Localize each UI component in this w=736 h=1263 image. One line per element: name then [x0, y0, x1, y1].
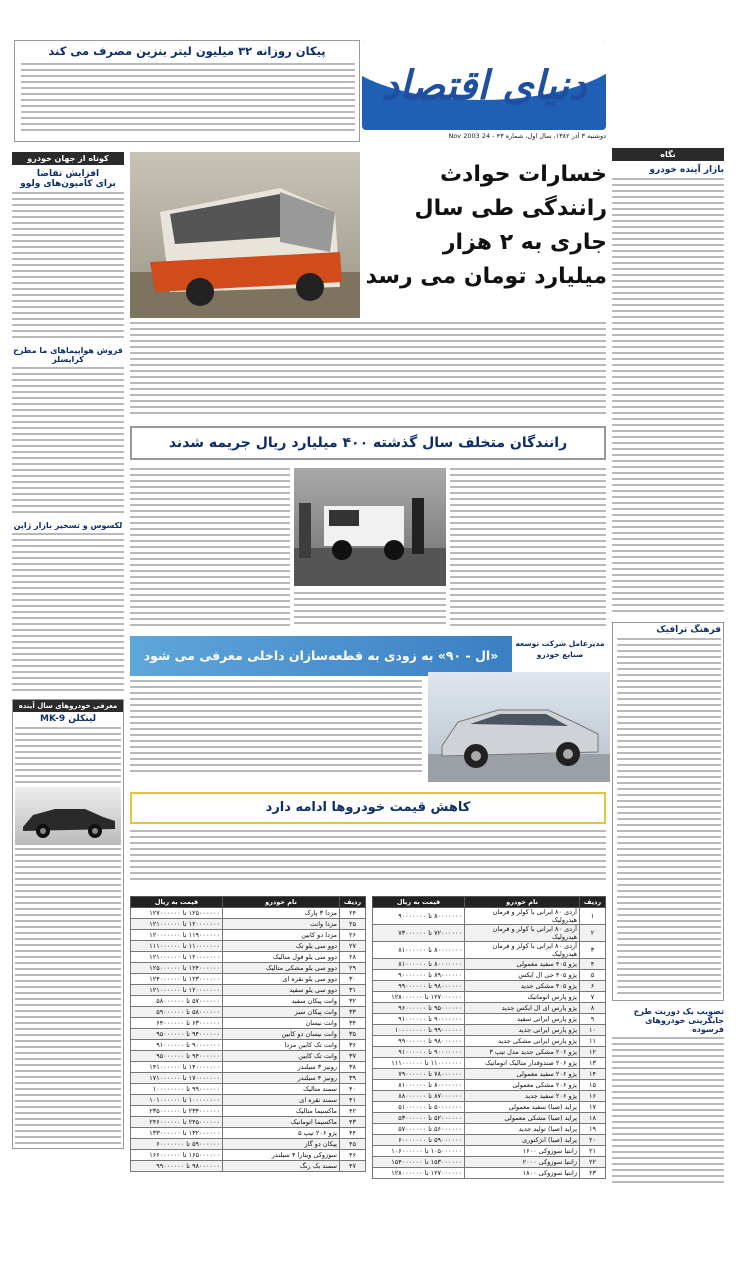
car-name: زانتیا سوزوکی ۱۸۰۰ — [465, 1168, 580, 1179]
car-name: مزدا ۳ پارک — [223, 908, 340, 919]
fines-headline: رانندگان متخلف سال گذشته ۴۰۰ میلیارد ریال جریمه شدند — [168, 435, 568, 451]
table-row — [131, 1117, 366, 1128]
col-price: قیمت به ریال — [373, 897, 465, 908]
car-price: ۵۲۰۰۰۰۰۰ تا ۵۳۰۰۰۰۰۰ — [373, 1113, 465, 1124]
car-price: ۸۹۰۰۰۰۰۰ تا ۹۰۰۰۰۰۰۰ — [373, 970, 465, 981]
main-headline: خسارات حوادث رانندگی طی سال جاری به ۲ هزار میلیارد تومان می رسد — [365, 162, 607, 289]
car-price: ۶۳۰۰۰۰۰۰ تا ۶۴۰۰۰۰۰۰ — [131, 1018, 223, 1029]
price-table-left — [130, 896, 366, 1236]
car-name: دوو سی یلو فول متالیک — [223, 952, 340, 963]
car-name: پژو پارس ایرانی سفید — [465, 1014, 580, 1025]
dateline: دوشنبه ۳ آذر ۱۳۸۲، سال اول، شماره ۴۳ - 24 Nov 2003 — [448, 132, 606, 140]
table-row — [373, 1080, 606, 1091]
row-number: ۳۹ — [340, 1073, 366, 1084]
car-name: پژو پارس ای ال ایکس جدید — [465, 1003, 580, 1014]
car-name: سوزوکی ویتارا ۴ سیلندر — [223, 1150, 340, 1161]
table-row — [373, 970, 606, 981]
top-story — [14, 40, 360, 142]
car-name: وانت نیسان — [223, 1018, 340, 1029]
car-price: ۹۵۰۰۰۰۰۰ تا ۹۶۰۰۰۰۰۰ — [373, 1003, 465, 1014]
car-price: ۱۰۰۰۰۰۰۰۰ تا ۱۰۱۰۰۰۰۰۰ — [131, 1095, 223, 1106]
car-price: ۷۸۰۰۰۰۰۰ تا ۷۹۰۰۰۰۰۰ — [373, 1069, 465, 1080]
table-row — [373, 1113, 606, 1124]
row-number: ۹ — [580, 1014, 606, 1025]
car-price: ۸۰۰۰۰۰۰۰ تا ۸۱۰۰۰۰۰۰ — [373, 1080, 465, 1091]
row-number: ۷ — [580, 992, 606, 1003]
car-price: ۵۹۰۰۰۰۰۰ تا ۶۰۰۰۰۰۰۰ — [131, 1139, 223, 1150]
price-table-right — [372, 896, 606, 1236]
car-price: ۱۵۳۰۰۰۰۰۰ تا ۱۵۴۰۰۰۰۰۰ — [373, 1157, 465, 1168]
table-row — [373, 1091, 606, 1102]
car-name: وانت تک کابین — [223, 1051, 340, 1062]
table-row — [131, 1018, 366, 1029]
car-name: سمند متالیک — [223, 1084, 340, 1095]
row-number: ۱۵ — [580, 1080, 606, 1091]
row-number: ۱۸ — [580, 1113, 606, 1124]
col-price: قیمت به ریال — [131, 897, 223, 908]
table-row — [131, 1095, 366, 1106]
left-column — [12, 152, 124, 1232]
row-number: ۳۳ — [340, 1007, 366, 1018]
table-row — [373, 1025, 606, 1036]
car-price: ۸۰۰۰۰۰۰۰ تا ۸۱۰۰۰۰۰۰ — [373, 942, 465, 959]
car-name: سمند نقره ای — [223, 1095, 340, 1106]
car-name: آردی ۸۰ ایرانی با کولر و فرمان هیدرولیک — [465, 925, 580, 942]
car-name: پژو پارس اتوماتیک — [465, 992, 580, 1003]
left-item2-title: فروش هواپیماهای ما مطرح کرایسلر — [13, 346, 123, 364]
car-name: پژو ۴۰۵ سفید معمولی — [465, 959, 580, 970]
table-row — [131, 1040, 366, 1051]
table-row — [373, 981, 606, 992]
table-row — [373, 1058, 606, 1069]
car-name: پژو ۲۰۶ تیپ ۵ — [223, 1128, 340, 1139]
row-number: ۱۲ — [580, 1047, 606, 1058]
row-number: ۳۴ — [340, 1018, 366, 1029]
car-price: ۵۶۰۰۰۰۰۰ تا ۵۷۰۰۰۰۰۰ — [373, 1124, 465, 1135]
row-number: ۳۷ — [340, 1051, 366, 1062]
car-name: مزدا دو کابین — [223, 930, 340, 941]
car-name: پژو ۲۰۶ مشکی معمولی — [465, 1080, 580, 1091]
table-row — [373, 1124, 606, 1135]
right-item1-title: بازار آینده خودرو — [649, 165, 724, 175]
left-box2 — [12, 699, 124, 1149]
row-number: ۲۶ — [340, 930, 366, 941]
row-number: ۴۰ — [340, 1084, 366, 1095]
l90-banner — [130, 636, 512, 676]
car-price: ۱۴۰۰۰۰۰۰۰ تا ۱۴۱۰۰۰۰۰۰ — [131, 1062, 223, 1073]
car-name: مزدا وانت — [223, 919, 340, 930]
car-name: پراید (صبا) انژکتوری — [465, 1135, 580, 1146]
left-box2-title: MK-9 لینکلن — [39, 714, 96, 724]
row-number: ۳۰ — [340, 974, 366, 985]
table-row — [373, 1003, 606, 1014]
row-number: ۲۲ — [580, 1157, 606, 1168]
table-row — [373, 1036, 606, 1047]
fines-body-right — [450, 468, 606, 630]
row-number: ۱۱ — [580, 1036, 606, 1047]
car-price: ۱۲۳۰۰۰۰۰۰ تا ۱۲۴۰۰۰۰۰۰ — [131, 974, 223, 985]
car-price: ۸۰۰۰۰۰۰۰ تا ۸۱۰۰۰۰۰۰ — [373, 959, 465, 970]
row-number: ۱۰ — [580, 1025, 606, 1036]
car-name: رونیز ۳ سیلندر — [223, 1062, 340, 1073]
car-name: وانت پیکان سفید — [223, 996, 340, 1007]
row-number: ۲۸ — [340, 952, 366, 963]
car-name: ماکسیما اتوماتیک — [223, 1117, 340, 1128]
row-number: ۲۳ — [580, 1168, 606, 1179]
car-price: ۲۳۴۰۰۰۰۰۰ تا ۲۳۵۰۰۰۰۰۰ — [131, 1106, 223, 1117]
row-number: ۲ — [580, 925, 606, 942]
table-row — [131, 1106, 366, 1117]
left-box2-header: معرفی خودروهای سال آینده — [13, 700, 123, 712]
car-price: ۷۲۰۰۰۰۰۰ تا ۷۳۰۰۰۰۰۰ — [373, 925, 465, 942]
right-item2-box — [612, 622, 724, 1001]
car-price: ۱۲۷۰۰۰۰۰۰ تا ۱۲۸۰۰۰۰۰۰ — [373, 1168, 465, 1179]
car-name: پراید (صبا) مشکی معمولی — [465, 1113, 580, 1124]
left-item1-subtitle: برای کامیون‌های ولوو — [20, 179, 116, 189]
car-price: ۵۸۰۰۰۰۰۰ تا ۵۹۰۰۰۰۰۰ — [131, 1007, 223, 1018]
police-jeep-photo — [294, 468, 446, 586]
table-row — [131, 1161, 366, 1172]
car-name: ماکسیما متالیک — [223, 1106, 340, 1117]
table-row — [131, 963, 366, 974]
car-name: آردی ۸۰ ایرانی با کولر و فرمان هیدرولیک — [465, 942, 580, 959]
row-number: ۸ — [580, 1003, 606, 1014]
car-price: ۹۸۰۰۰۰۰۰ تا ۹۹۰۰۰۰۰۰ — [373, 1036, 465, 1047]
table-row — [131, 1029, 366, 1040]
table-row — [131, 1128, 366, 1139]
row-number: ۱۴ — [580, 1069, 606, 1080]
row-number: ۳۶ — [340, 1040, 366, 1051]
price-drop-body — [130, 830, 606, 890]
row-number: ۴۷ — [340, 1161, 366, 1172]
car-name: آردی ۸۰ ایرانی با کولر و فرمان هیدرولیک — [465, 908, 580, 925]
row-number: ۴۴ — [340, 1128, 366, 1139]
fines-headline-box — [130, 426, 606, 460]
table-row — [373, 925, 606, 942]
col-name: نام خودرو — [465, 897, 580, 908]
car-name: دوو سی یلو نقره ای — [223, 974, 340, 985]
car-price: ۱۲۵۰۰۰۰۰۰ تا ۱۲۷۰۰۰۰۰۰ — [131, 908, 223, 919]
row-number: ۳۵ — [340, 1029, 366, 1040]
row-number: ۴۵ — [340, 1139, 366, 1150]
car-price: ۱۷۰۰۰۰۰۰۰ تا ۱۷۱۰۰۰۰۰۰ — [131, 1073, 223, 1084]
row-number: ۱۹ — [580, 1124, 606, 1135]
right-column — [612, 148, 724, 1238]
car-price: ۹۹۰۰۰۰۰۰ تا ۱۰۰۰۰۰۰۰۰ — [131, 1084, 223, 1095]
car-price: ۹۰۰۰۰۰۰۰ تا ۹۱۰۰۰۰۰۰ — [131, 1040, 223, 1051]
l90-body — [130, 680, 422, 780]
car-name: رونیز ۴ سیلندر — [223, 1073, 340, 1084]
right-item3-title: تصویب یک دوریت طرح — [633, 1007, 724, 1016]
car-price: ۹۴۰۰۰۰۰۰ تا ۹۵۰۰۰۰۰۰ — [131, 1051, 223, 1062]
car-price: ۹۹۰۰۰۰۰۰ تا ۱۰۰۰۰۰۰۰۰ — [373, 1025, 465, 1036]
table-row — [373, 1135, 606, 1146]
car-name: دوو سی یلو تک — [223, 941, 340, 952]
car-price: ۹۰۰۰۰۰۰۰ تا ۹۱۰۰۰۰۰۰ — [373, 1014, 465, 1025]
lincoln-car-photo — [15, 787, 121, 845]
l90-headline: «ال - ۹۰» به زودی به قطعه‌سازان داخلی معرفی می شود — [143, 648, 499, 663]
row-number: ۲۵ — [340, 919, 366, 930]
col-row: ردیف — [580, 897, 606, 908]
table-row — [131, 974, 366, 985]
right-item3-subtitle: جایگزینی خودروهای فرسوده — [645, 1016, 724, 1034]
car-price: ۱۱۹۰۰۰۰۰۰ تا ۱۲۰۰۰۰۰۰۰ — [131, 930, 223, 941]
car-price: ۱۱۰۰۰۰۰۰۰ تا ۱۱۱۰۰۰۰۰۰ — [131, 941, 223, 952]
row-number: ۶ — [580, 981, 606, 992]
car-price: ۱۶۵۰۰۰۰۰۰ تا ۱۶۶۰۰۰۰۰۰ — [131, 1150, 223, 1161]
left-item3-title: لکسوس و تسخیر بازار ژاپن — [13, 521, 123, 530]
col-name: نام خودرو — [223, 897, 340, 908]
row-number: ۳ — [580, 942, 606, 959]
price-drop-banner — [130, 792, 606, 824]
car-price: ۲۴۵۰۰۰۰۰۰ تا ۲۴۶۰۰۰۰۰۰ — [131, 1117, 223, 1128]
table-row — [131, 908, 366, 919]
bus-crash-photo — [130, 152, 360, 318]
car-price: ۱۲۰۰۰۰۰۰۰ تا ۱۲۱۰۰۰۰۰۰ — [131, 919, 223, 930]
car-name: پژو پارس ایرانی جدید — [465, 1025, 580, 1036]
table-row — [131, 996, 366, 1007]
table-row — [373, 1146, 606, 1157]
car-price: ۸۰۰۰۰۰۰۰ تا ۹۰۰۰۰۰۰۰ — [373, 908, 465, 925]
car-name: پژو ۴۰۵ مشکی جدید — [465, 981, 580, 992]
car-price: ۱۰۵۰۰۰۰۰۰ تا ۱۰۶۰۰۰۰۰۰ — [373, 1146, 465, 1157]
car-price: ۱۲۰۰۰۰۰۰۰ تا ۱۲۱۰۰۰۰۰۰ — [131, 952, 223, 963]
table-row — [373, 992, 606, 1003]
car-name: وانت تک کابین مزدا — [223, 1040, 340, 1051]
car-price: ۵۰۰۰۰۰۰۰ تا ۵۱۰۰۰۰۰۰ — [373, 1102, 465, 1113]
car-price: ۹۰۰۰۰۰۰۰ تا ۹۱۰۰۰۰۰۰ — [373, 1047, 465, 1058]
l90-kicker: مدیرعامل شرکت توسعه صنایع خودرو — [515, 639, 605, 659]
table-row — [373, 1047, 606, 1058]
table-row — [131, 1150, 366, 1161]
car-name: پژو ۲۰۶ سفید جدید — [465, 1091, 580, 1102]
row-number: ۴۱ — [340, 1095, 366, 1106]
left-item1-title: افزایش تقاضا — [36, 169, 100, 179]
table-row — [131, 952, 366, 963]
row-number: ۲۰ — [580, 1135, 606, 1146]
row-number: ۵ — [580, 970, 606, 981]
row-number: ۳۱ — [340, 985, 366, 996]
top-story-headline: پیکان روزانه ۳۲ میلیون لیتر بنزین مصرف می کند — [48, 44, 326, 58]
car-price: ۱۲۰۰۰۰۰۰۰ تا ۱۲۱۰۰۰۰۰۰ — [131, 985, 223, 996]
car-price: ۱۲۴۰۰۰۰۰۰ تا ۱۲۵۰۰۰۰۰۰ — [131, 963, 223, 974]
table-row — [131, 1062, 366, 1073]
car-price: ۵۹۰۰۰۰۰۰ تا ۶۰۰۰۰۰۰۰ — [373, 1135, 465, 1146]
table-row — [131, 1084, 366, 1095]
table-row — [131, 1051, 366, 1062]
row-number: ۳۲ — [340, 996, 366, 1007]
row-number: ۴۲ — [340, 1106, 366, 1117]
car-name: وانت پیکان سبز — [223, 1007, 340, 1018]
car-name: پراید (صبا) سفید معمولی — [465, 1102, 580, 1113]
l90-car-photo — [428, 672, 610, 782]
table-row — [373, 1157, 606, 1168]
car-price: ۱۳۲۰۰۰۰۰۰ تا ۱۳۳۰۰۰۰۰۰ — [131, 1128, 223, 1139]
table-row — [131, 1139, 366, 1150]
table-row — [131, 1073, 366, 1084]
car-name: پژو پارس ایرانی مشکی جدید — [465, 1036, 580, 1047]
row-number: ۴ — [580, 959, 606, 970]
row-number: ۱۳ — [580, 1058, 606, 1069]
table-row — [131, 985, 366, 996]
row-number: ۳۸ — [340, 1062, 366, 1073]
row-number: ۲۴ — [340, 908, 366, 919]
car-price: ۹۴۰۰۰۰۰۰ تا ۹۵۰۰۰۰۰۰ — [131, 1029, 223, 1040]
car-name: پژو ۲۰۶ مشکی جدید مدل تیپ ۳ — [465, 1047, 580, 1058]
car-name: زانتیا سوزوکی ۲۰۰۰ — [465, 1157, 580, 1168]
car-name: وانت نیسان دو کابین — [223, 1029, 340, 1040]
table-row — [373, 1069, 606, 1080]
price-drop-headline: کاهش قیمت خودروها ادامه دارد — [265, 800, 471, 815]
car-price: ۱۱۰۰۰۰۰۰۰ تا ۱۱۱۰۰۰۰۰۰ — [373, 1058, 465, 1069]
row-number: ۲۱ — [580, 1146, 606, 1157]
car-name: پراید (صبا) تولید جدید — [465, 1124, 580, 1135]
table-row — [373, 1014, 606, 1025]
car-price: ۹۸۰۰۰۰۰۰ تا ۹۹۰۰۰۰۰۰ — [131, 1161, 223, 1172]
car-name: پژو ۲۰۶ سفید معمولی — [465, 1069, 580, 1080]
row-number: ۲۹ — [340, 963, 366, 974]
masthead — [362, 40, 606, 144]
car-price: ۹۸۰۰۰۰۰۰ تا ۹۹۰۰۰۰۰۰ — [373, 981, 465, 992]
row-number: ۴۳ — [340, 1117, 366, 1128]
table-row — [373, 942, 606, 959]
car-price: ۱۲۷۰۰۰۰۰۰ تا ۱۲۸۰۰۰۰۰۰ — [373, 992, 465, 1003]
table-row — [131, 919, 366, 930]
car-price: ۵۷۰۰۰۰۰۰ تا ۵۸۰۰۰۰۰۰ — [131, 996, 223, 1007]
right-column-header: نگاه — [612, 148, 724, 161]
masthead-logo: دنیای اقتصاد — [362, 40, 606, 130]
car-name: دوو سی یلو سفید — [223, 985, 340, 996]
car-name: پیکان دو گاز — [223, 1139, 340, 1150]
row-number: ۱ — [580, 908, 606, 925]
table-row — [373, 959, 606, 970]
table-row — [373, 908, 606, 925]
car-name: پژو ۲۰۶ صندوقدار متالیک اتوماتیک — [465, 1058, 580, 1069]
car-name: زانتیا سوزوکی ۱۶۰۰ — [465, 1146, 580, 1157]
row-number: ۱۷ — [580, 1102, 606, 1113]
car-name: پژو ۴۰۵ جی ال ایکس — [465, 970, 580, 981]
table-row — [131, 941, 366, 952]
fines-body-left — [130, 468, 290, 630]
table-row — [131, 1007, 366, 1018]
table-row — [373, 1102, 606, 1113]
row-number: ۴۶ — [340, 1150, 366, 1161]
car-name: سمند بک رنگ — [223, 1161, 340, 1172]
right-item2-title: فرهنگ ترافیک — [656, 625, 721, 635]
row-number: ۲۷ — [340, 941, 366, 952]
main-story-body — [130, 322, 606, 420]
table-row — [131, 930, 366, 941]
car-price: ۸۷۰۰۰۰۰۰ تا ۸۸۰۰۰۰۰۰ — [373, 1091, 465, 1102]
left-column-header: کوتاه از جهان خودرو — [12, 152, 124, 165]
row-number: ۱۶ — [580, 1091, 606, 1102]
col-row: ردیف — [340, 897, 366, 908]
table-row — [373, 1168, 606, 1179]
car-name: دوو سی یلو مشکی متالیک — [223, 963, 340, 974]
